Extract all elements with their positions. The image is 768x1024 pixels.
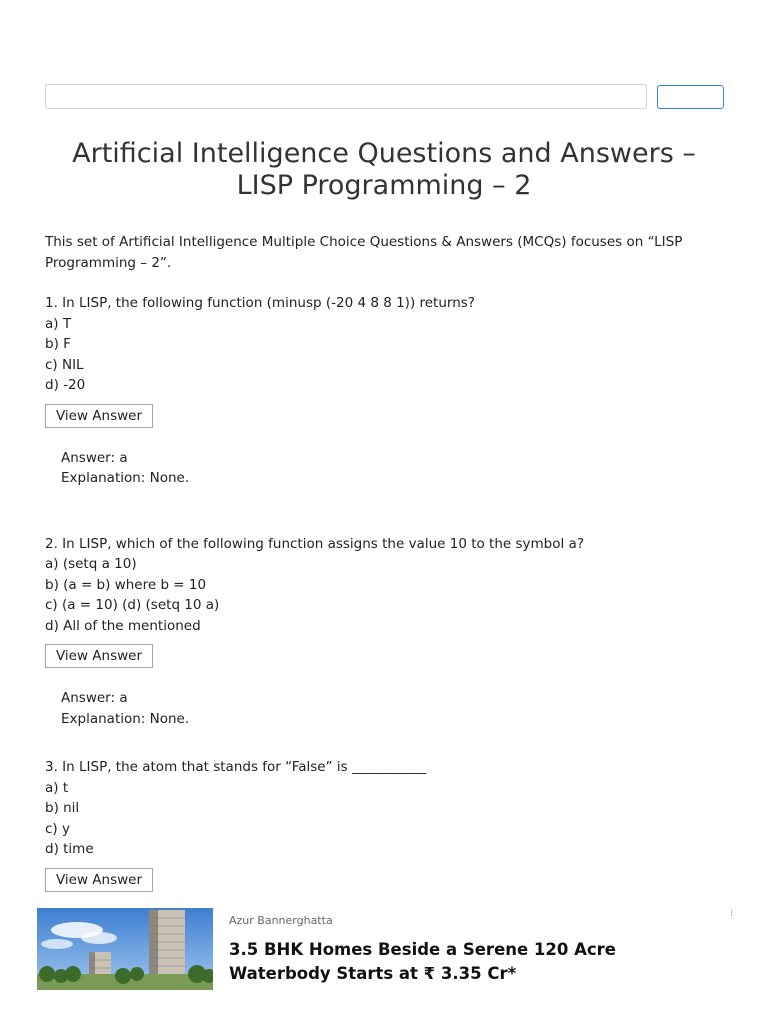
option-d: d) All of the mentioned	[45, 617, 201, 634]
ad-building-illustration	[37, 908, 213, 990]
option-d: d) time	[45, 841, 94, 857]
explanation-text: Explanation: None.	[61, 710, 190, 727]
search-input[interactable]	[45, 84, 647, 109]
ad-source: Azur Bannerghatta	[229, 914, 333, 927]
option-b: b) nil	[45, 800, 80, 816]
explanation-text: Explanation: None.	[61, 470, 190, 486]
question-text: 3. In LISP, the atom that stands for “False” is ___________	[45, 759, 427, 775]
search-button[interactable]	[657, 85, 724, 109]
option-b: b) (a = b) where b = 10	[45, 576, 207, 593]
view-answer-button[interactable]: View Answer	[45, 644, 153, 668]
option-a: a) T	[45, 315, 72, 332]
option-d: d) -20	[45, 377, 86, 393]
page-title-line-1: Artificial Intelligence Questions and Answers –	[72, 138, 696, 169]
page-title-line-2: LISP Programming – 2	[236, 170, 532, 201]
search-bar	[45, 84, 725, 111]
ad-cloud	[41, 939, 73, 949]
page-title	[20, 138, 748, 202]
option-b: b) F	[45, 336, 71, 352]
question-block	[45, 293, 725, 489]
sponsored-ad[interactable]	[37, 908, 737, 990]
question-block	[45, 757, 725, 892]
ad-options-icon[interactable]: ⁝	[730, 908, 734, 919]
option-a: a) t	[45, 779, 69, 796]
option-c: c) y	[45, 820, 70, 837]
view-answer-button[interactable]: View Answer	[45, 404, 153, 428]
article-content	[45, 232, 725, 892]
option-c: c) (a = 10) (d) (setq 10 a)	[45, 597, 220, 613]
question-text: 2. In LISP, which of the following function assigns the value 10 to the symbol a?	[45, 535, 584, 552]
question-text: 1. In LISP, the following function (minusp (-20 4 8 8 1)) returns?	[45, 295, 475, 311]
answer-text: Answer: a	[61, 449, 128, 466]
view-answer-button[interactable]: View Answer	[45, 868, 153, 892]
ad-cloud	[81, 932, 117, 944]
ad-image[interactable]	[37, 908, 213, 990]
ad-headline[interactable]: 3.5 BHK Homes Beside a Serene 120 Acre Waterbody Starts at ₹ 3.35 Cr*	[229, 940, 617, 983]
question-block	[45, 534, 725, 730]
option-a: a) (setq a 10)	[45, 556, 137, 572]
answer-block	[61, 448, 725, 489]
intro-text: This set of Artificial Intelligence Multiple Choice Questions & Answers (MCQs) focuses on “LISP Programming – 2”.	[45, 234, 683, 271]
option-c: c) NIL	[45, 356, 84, 373]
answer-text: Answer: a	[61, 690, 128, 706]
answer-block	[61, 688, 725, 729]
